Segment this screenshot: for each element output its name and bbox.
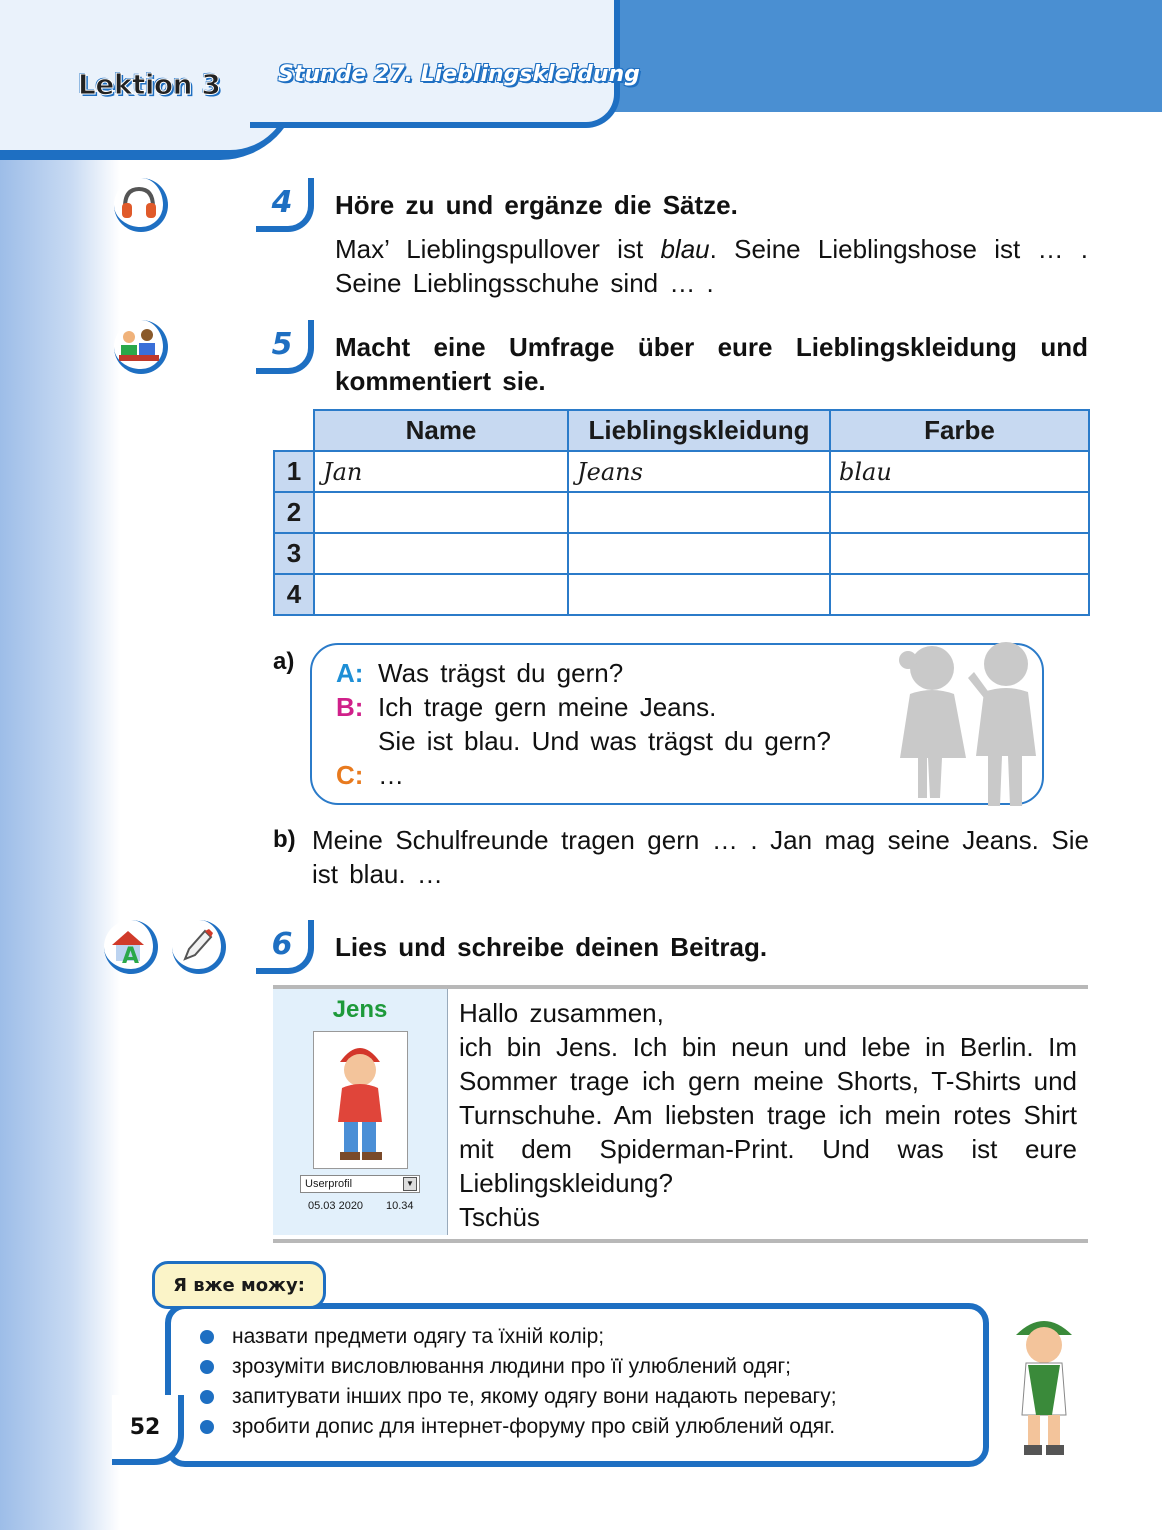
table-row (274, 492, 1089, 533)
userprofil-label: Userprofil (305, 1178, 353, 1190)
forum-username: Jens (332, 996, 388, 1023)
table-cell-name (314, 574, 568, 615)
post-line: Hallo zusammen, (459, 998, 664, 1028)
dialog-line (336, 656, 896, 690)
task4-text-part2: . Seine Lieblingshose ist … . Seine Lieblingsschuhe sind … . (335, 234, 1088, 298)
svg-text:A: A (121, 943, 139, 965)
table-cell-kleidung (568, 574, 830, 615)
row-number: 4 (274, 574, 314, 615)
table-corner (274, 410, 314, 451)
table-header-kleidung: Lieblingskleidung (568, 410, 830, 451)
pencil-icon (172, 920, 226, 974)
dialog-line (336, 690, 896, 724)
task4-title: Höre zu und ergänze die Sätze. (335, 190, 738, 220)
post-date: 05.03 2020 (308, 1200, 364, 1212)
can-do-text: зробити допис для інтернет-форуму про свій улюблений одяг. (232, 1415, 836, 1438)
table-header-farbe: Farbe (830, 410, 1089, 451)
task-number-5: 5 (256, 320, 314, 374)
dialog-line (336, 758, 896, 792)
task-number-6: 6 (256, 920, 314, 974)
left-gradient-strip (0, 120, 120, 1530)
speaker-c: C: (336, 760, 364, 790)
speaker-a: A: (336, 658, 364, 688)
bullet-icon (200, 1390, 214, 1404)
children-silhouette-image (880, 638, 1050, 810)
table-cell-farbe (830, 574, 1089, 615)
forum-post-text (459, 996, 1077, 1234)
page-number: 52 (129, 1414, 161, 1440)
label-b: b) (273, 826, 296, 853)
page-number-badge (112, 1395, 184, 1465)
list-item (200, 1412, 960, 1442)
list-item (200, 1382, 960, 1412)
list-item (200, 1352, 960, 1382)
dialog-text: Sie ist blau. Und was trägst du gern? (378, 726, 831, 756)
table-header-name: Name (314, 410, 568, 451)
post-line: ich bin Jens. Ich bin neun und lebe in Berlin. Im Sommer trage ich gern meine Shorts, T-Shirts und Turnschuhe. Am liebsten trage ich mein rotes Shirt mit dem Spiderman-Print. Und was ist eure Lieblingskleidung? (459, 1032, 1077, 1198)
userprofil-dropdown[interactable] (300, 1175, 420, 1193)
row-number: 2 (274, 492, 314, 533)
bullet-icon (200, 1420, 214, 1434)
lektion-title: Lektion 3 (78, 68, 221, 101)
dialog-text: Was trägst du gern? (378, 658, 624, 688)
row-number: 3 (274, 533, 314, 574)
row-number: 1 (274, 451, 314, 492)
dialog-text: Ich trage gern meine Jeans. (378, 692, 717, 722)
post-line: Tschüs (459, 1202, 540, 1232)
stunde-title: Stunde 27. Lieblingskleidung (278, 62, 640, 87)
bullet-icon (200, 1330, 214, 1344)
table-row (274, 451, 1089, 492)
avatar (313, 1031, 408, 1169)
task4-text-part1: Max’ Lieblingspullover ist (335, 234, 661, 264)
bullet-icon (200, 1360, 214, 1374)
task-number-4: 4 (256, 178, 314, 232)
table-row (274, 574, 1089, 615)
dialog-line (336, 724, 896, 758)
table-cell-name (314, 533, 568, 574)
table-cell-farbe (830, 492, 1089, 533)
label-a: a) (273, 648, 295, 675)
survey-table (273, 409, 1090, 616)
dialog-text: … (378, 760, 404, 790)
dialog-lines (336, 656, 896, 792)
list-item (200, 1322, 960, 1352)
can-do-text: запитувати інших про те, якому одягу вони надають перевагу; (232, 1385, 837, 1408)
can-do-text: зрозуміти висловлювання людини про її улюблений одяг; (232, 1355, 791, 1378)
boy-mascot-image (996, 1305, 1092, 1463)
table-cell-name (314, 492, 568, 533)
task4-text (335, 232, 1088, 300)
table-cell-name: Jan (314, 451, 568, 492)
can-do-tag: Я вже можу: (152, 1261, 326, 1309)
task6-title: Lies und schreibe deinen Beitrag. (335, 932, 768, 962)
table-row (274, 533, 1089, 574)
group-work-icon (114, 320, 168, 374)
task5b-text: Meine Schulfreunde tragen gern … . Jan mag seine Jeans. Sie ist blau. … (312, 825, 1089, 889)
can-do-list (200, 1322, 960, 1442)
post-time: 10.34 (386, 1200, 414, 1212)
speaker-b: B: (336, 692, 364, 722)
task4-text-italic: blau (660, 234, 710, 264)
headphones-icon (114, 178, 168, 232)
table-header-row (274, 410, 1089, 451)
task5-title: Macht eine Umfrage über eure Lieblingskleidung und kommentiert sie. (335, 332, 1088, 396)
table-cell-kleidung (568, 492, 830, 533)
chevron-down-icon[interactable]: ▼ (403, 1177, 417, 1191)
table-cell-kleidung (568, 533, 830, 574)
table-cell-farbe (830, 533, 1089, 574)
can-do-text: назвати предмети одягу та їхній колір; (232, 1325, 605, 1348)
table-cell-kleidung: Jeans (568, 451, 830, 492)
house-abc-icon (104, 920, 158, 974)
table-cell-farbe: blau (830, 451, 1089, 492)
